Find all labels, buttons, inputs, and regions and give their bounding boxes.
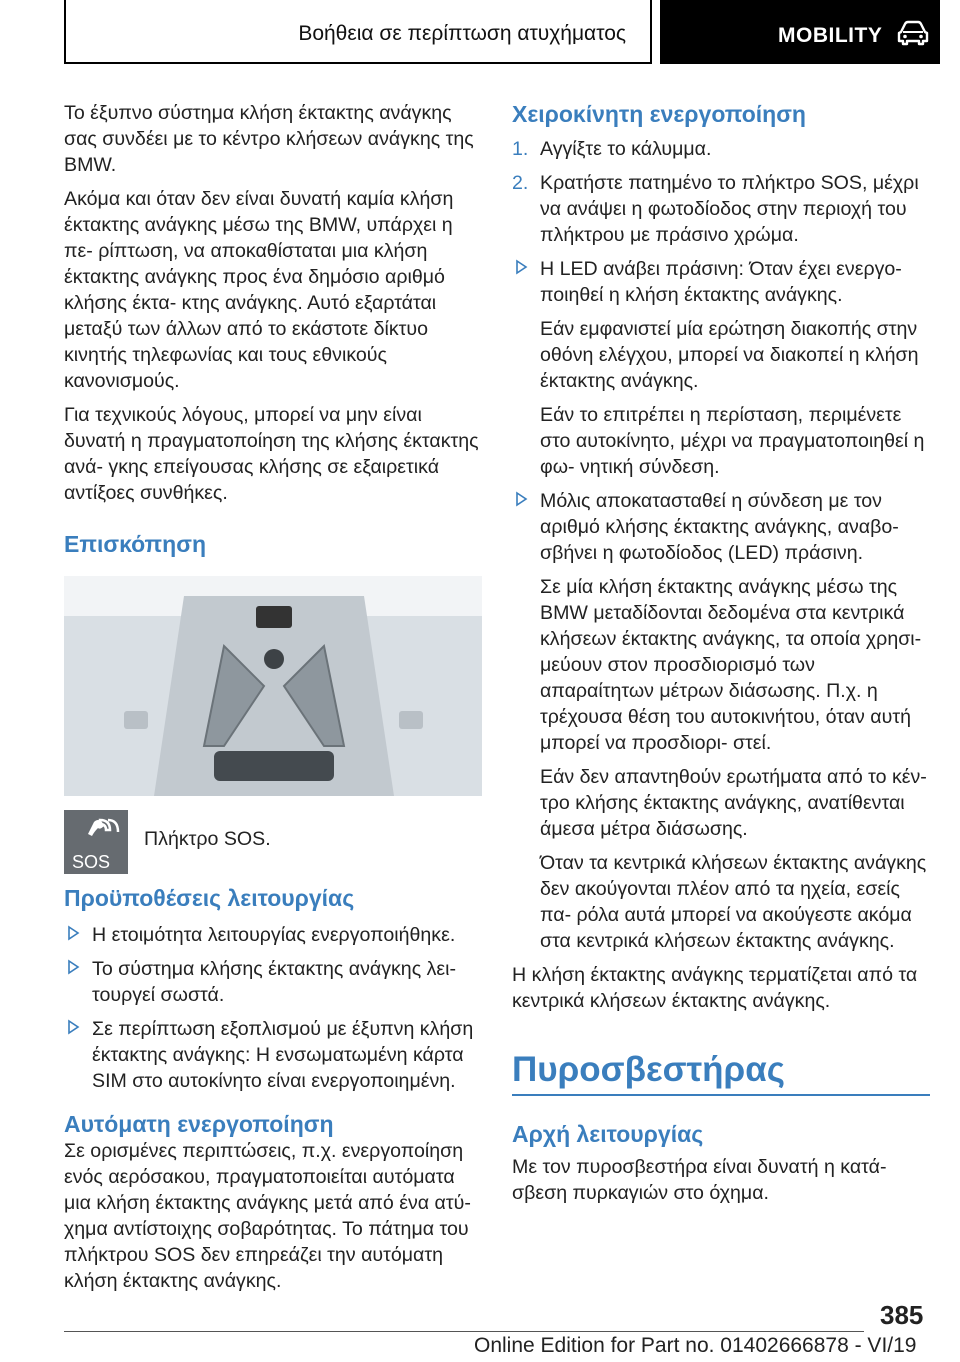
- step-1: [512, 136, 930, 162]
- sos-caption: Πλήκτρο SOS.: [144, 828, 271, 850]
- sub-paragraph: Όταν τα κεντρικά κλήσεων έκτακτης ανάγκης δεν ακούγονται πλέον από τα ηχεία, εσείς πα‐ ρόλα αυτά μπορεί να ακούγεστε ακόμα στα κεντρικά κλήσεων έκτακτης ανάγκης.: [540, 852, 927, 952]
- step-text: Κρατήστε πατημένο το πλήκτρο SOS, μέχρι να ανάψει η φωτοδίοδος στην περιοχή του πλήκτρου με πράσινο χρώμα.: [540, 172, 919, 246]
- header-section-box: [64, 0, 652, 64]
- footer-edition: Online Edition for Part no. 01402666878 - VI/19: [474, 1334, 917, 1357]
- intro-paragraph-1: Το έξυπνο σύστημα κλήση έκτακτης ανάγκης σας συνδέει με το κέντρο κλήσεων ανάγκης της BMW.: [64, 102, 474, 176]
- header-tab[interactable]: [660, 0, 940, 64]
- left-column: [64, 100, 482, 1302]
- triangle-bullet-icon: [512, 490, 530, 508]
- intro-paragraph-2: Ακόμα και όταν δεν είναι δυνατή καμία κλήση έκτακτης ανάγκης μέσω της BMW, υπάρχει η πε‐ ρίπτωση, να αποκαθίσταται μια κλήση έκτακτης ανάγκης προς ένα δημόσιο αριθμό κλήσης έκτα‐ κτης ανάγκης. Αυτό εξαρτάται μεταξύ των άλλων από το εκάστοτε δίκτυο κινητής τηλεφωνίας και τους εθνικούς κανονισμούς.: [64, 188, 454, 392]
- auto-paragraph: Σε ορισμένες περιπτώσεις, π.χ. ενεργοποίηση ενός αερόσακου, πραγματοποιείται αυτόματα μια κλήση έκτακτης ανάγκης μετά από ένα ατύ‐ χημα αντίστοιχης σοβαρότητας. Το πάτημα του πλήκτρου SOS δεν επηρεάζει την αυτόματη κλήση έκτακτης ανάγκης.: [64, 1140, 471, 1292]
- tab-label: MOBILITY: [778, 24, 883, 47]
- list-item-text: Σε περίπτωση εξοπλισμού με έξυπνη κλήση έκτακτης ανάγκης: Η ενσωματωμένη κάρτα SIM στο αυτοκίνητο είναι ενεργοποιημένη.: [92, 1018, 474, 1092]
- sos-key-icon: [64, 810, 128, 874]
- overhead-console-photo: [64, 576, 482, 796]
- list-item: [512, 256, 930, 308]
- step-2: [512, 170, 930, 248]
- step-number: 2.: [512, 172, 529, 194]
- manual-heading: Χειροκίνητη ενεργοποίηση: [512, 101, 806, 127]
- step-number: 1.: [512, 138, 529, 160]
- list-item: [64, 922, 482, 948]
- auto-heading: Αυτόματη ενεργοποίηση: [64, 1111, 334, 1137]
- sos-legend: [64, 810, 482, 874]
- principle-paragraph: Με τον πυροσβεστήρα είναι δυνατή η κατά‐ σβεση πυρκαγιών στο όχημα.: [512, 1156, 887, 1204]
- list-item-text: Η LED ανάβει πράσινη: Όταν έχει ενεργο‐ ποιηθεί η κλήση έκτακτης ανάγκης.: [540, 258, 902, 306]
- page-number: 385: [880, 1300, 924, 1330]
- heading-divider: [512, 1094, 930, 1096]
- list-item: [64, 1016, 482, 1094]
- sub-paragraph: Εάν εμφανιστεί μία ερώτηση διακοπής στην οθόνη ελέγχου, μπορεί να διακοπεί η κλήση έκτακτης ανάγκης.: [540, 318, 919, 392]
- intro-paragraph-3: Για τεχνικούς λόγους, μπορεί να μην είναι δυνατή η πραγματοποίηση της κλήσης έκτακτης ανά‐ γκης επείγουσας κλήσης σε εξαιρετικά αντίξοες συνθήκες.: [64, 404, 479, 504]
- list-item-text: Μόλις αποκατασταθεί η σύνδεση με τον αριθμό κλήσης έκτακτης ανάγκης, αναβο‐ σβήνει η φωτοδίοδος (LED) πράσινη.: [540, 490, 899, 564]
- triangle-bullet-icon: [64, 924, 82, 942]
- list-item-text: Το σύστημα κλήσης έκτακτης ανάγκης λει‐ τουργεί σωστά.: [92, 958, 457, 1006]
- step-text: Αγγίξτε το κάλυμμα.: [540, 138, 712, 160]
- principle-heading: Αρχή λειτουργίας: [512, 1121, 704, 1147]
- footer-divider: [64, 1331, 864, 1332]
- list-item-text: Η ετοιμότητα λειτουργίας ενεργοποιήθηκε.: [92, 924, 456, 946]
- fire-extinguisher-heading: Πυροσβεστήρας: [512, 1050, 785, 1089]
- sub-paragraph: Σε μία κλήση έκτακτης ανάγκης μέσω της BMW μεταδίδονται δεδομένα στα κεντρικά κλήσεων έκτακτης ανάγκης, τα οποία χρησι‐ μεύουν στον προσδιορισμό των απαραίτητων μέτρων διάσωσης. Π.χ. η τρέχουσα θέση του αυτοκινήτου, όταν αυτή μπορεί να προσδιορι‐ στεί.: [540, 576, 922, 754]
- list-item: [64, 956, 482, 1008]
- right-column: [512, 100, 930, 1214]
- triangle-bullet-icon: [64, 958, 82, 976]
- prereq-heading: Προϋποθέσεις λειτουργίας: [64, 885, 355, 911]
- sos-icon-text: SOS: [72, 852, 111, 872]
- sub-paragraph: Εάν το επιτρέπει η περίσταση, περιμένετε στο αυτοκίνητο, μέχρι να πραγματοποιηθεί η φω‐ νητική σύνδεση.: [540, 404, 925, 478]
- triangle-bullet-icon: [512, 258, 530, 276]
- overview-heading: Επισκόπηση: [64, 531, 206, 557]
- end-paragraph: Η κλήση έκτακτης ανάγκης τερματίζεται από τα κεντρικά κλήσεων έκτακτης ανάγκης.: [512, 964, 918, 1012]
- list-item: [512, 488, 930, 566]
- triangle-bullet-icon: [64, 1018, 82, 1036]
- sub-paragraph: Εάν δεν απαντηθούν ερωτήματα από το κέν‐ τρο κλήσης έκτακτης ανάγκης, ανατίθενται άμεσα μέτρα διάσωσης.: [540, 766, 927, 840]
- car-icon: [896, 20, 930, 46]
- section-title: Βοήθεια σε περίπτωση ατυχήματος: [298, 22, 626, 45]
